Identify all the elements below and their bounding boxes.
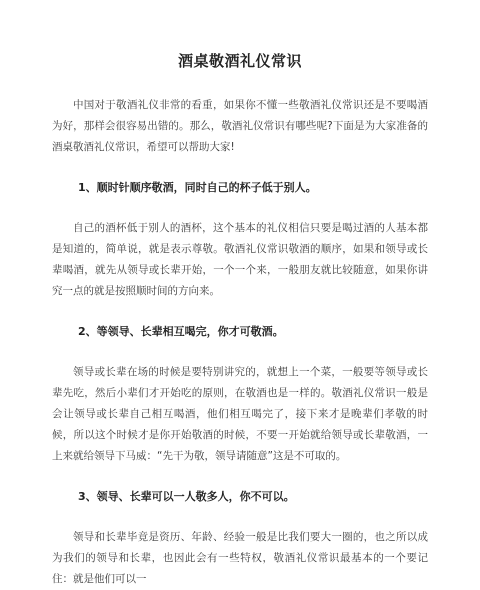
intro-paragraph: 中国对于敬酒礼仪非常的看重，如果你不懂一些敬酒礼仪常识还是不要喝酒为好，那样会很容易出错的。那么，敬酒礼仪常识有哪些呢?下面是为大家准备的酒桌敬酒礼仪常识，希望可以帮助大家!	[52, 99, 428, 153]
section-2-heading: 2、等领导、长辈相互喝完，你才可敬酒。	[78, 325, 284, 338]
section-1-heading: 1、顺时针顺序敬酒，同时自己的杯子低于别人。	[78, 181, 317, 194]
document-title: 酒桌敬酒礼仪常识	[177, 52, 302, 70]
section-1-body: 自己的酒杯低于别人的酒杯，这个基本的礼仪相信只要是喝过酒的人基本都是知道的，简单说，就是表示尊敬。敬酒礼仪常识敬酒的顺序，如果和领导或长辈喝酒，就先从领导或长辈开始，一个一个来，一般朋友就比较随意，如果你讲究一点的就是按照顺时间的方向来。	[52, 222, 428, 297]
section-3-heading: 3、领导、长辈可以一人敬多人，你不可以。	[78, 490, 295, 503]
section-3-body: 领导和长辈毕竟是资历、年龄、经验一般是比我们要大一圈的，也之所以成为我们的领导和长辈，也因此会有一些特权，敬酒礼仪常识最基本的一个要记住：就是他们可以一	[52, 531, 428, 585]
section-2-body: 领导或长辈在场的时候是要特别讲究的，就想上一个菜，一般要等领导或长辈先吃，然后小辈们才开始吃的原则，在敬酒也是一样的。敬酒礼仪常识一般是会让领导或长辈自己相互喝酒，他们相互喝完了，接下来才是晚辈们孝敬的时候，所以这个时候才是你开始敬酒的时候，不要一开始就给领导或长辈敬酒，一上来就给领导下马威：“先干为敬，领导请随意”这是不可取的。	[52, 366, 428, 462]
